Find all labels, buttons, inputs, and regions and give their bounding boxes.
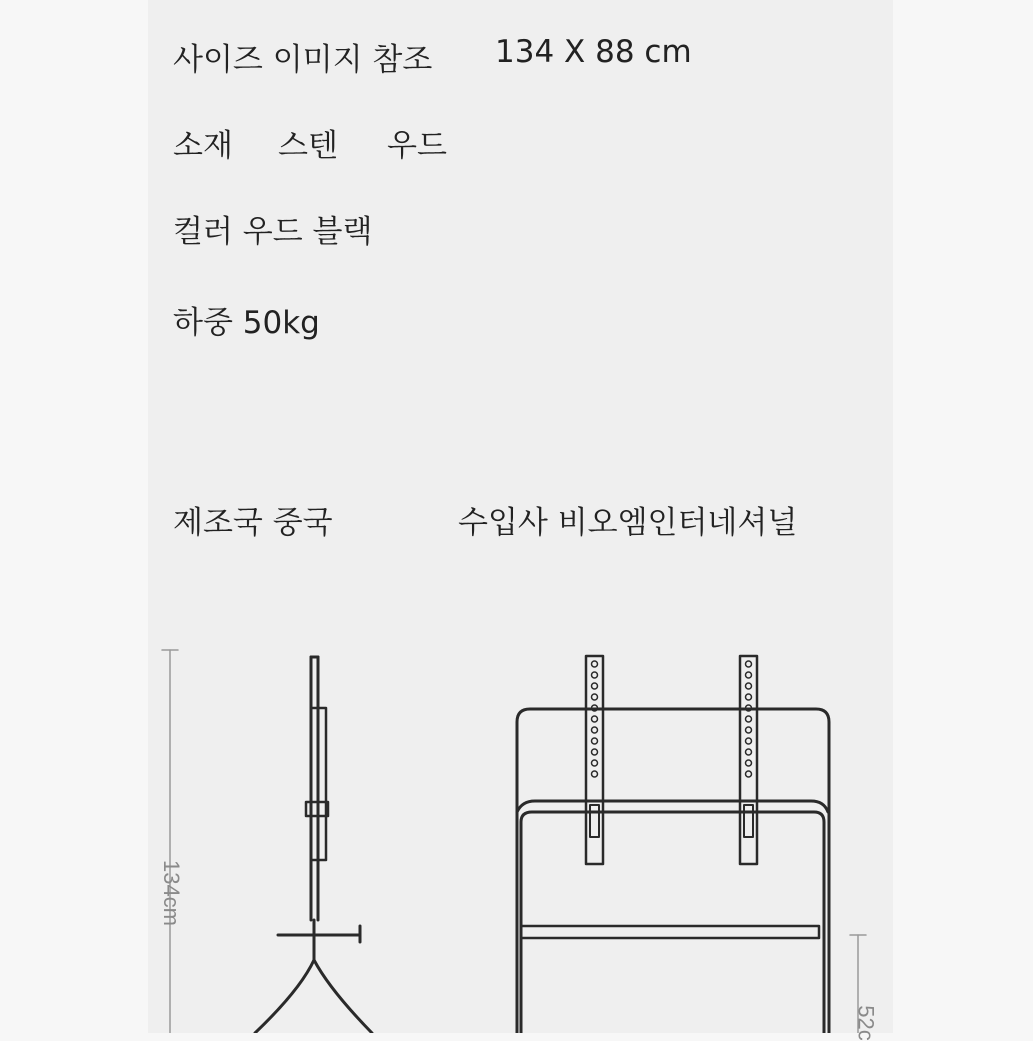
mounting-hole [592,738,598,744]
shelf-dimension-label: 52c [853,1005,879,1041]
mounting-hole [592,716,598,722]
mounting-hole [746,661,752,667]
stand-side-view [255,657,372,1033]
importer-spec: 수입사 비오엠인터네셔널 [458,505,798,541]
mounting-hole [592,760,598,766]
mounting-hole [746,683,752,689]
mounting-hole [746,771,752,777]
height-dimension-label: 134cm [159,859,185,927]
stand-front-view [517,709,829,1033]
size-value: 134 X 88 cm [495,34,692,70]
color-spec: 컬러 우드 블랙 [173,214,373,250]
bracket-mounting-holes [592,661,752,777]
mounting-hole [746,738,752,744]
mounting-hole [746,694,752,700]
load-spec: 하중 50kg [173,305,320,341]
height-dimension-line [162,650,178,1033]
material-label: 소재 [173,128,233,164]
mounting-hole [592,749,598,755]
mounting-hole [746,749,752,755]
mounting-hole [746,716,752,722]
mounting-hole [592,694,598,700]
origin-spec: 제조국 중국 [173,505,333,541]
size-label: 사이즈 이미지 참조 [173,42,433,78]
mounting-hole [592,771,598,777]
material-value-stainless: 스텐 [278,128,338,164]
mounting-hole [746,760,752,766]
material-value-wood: 우드 [387,128,447,164]
mounting-hole [746,727,752,733]
mounting-hole [746,672,752,678]
mounting-hole [592,683,598,689]
mounting-hole [592,727,598,733]
mounting-hole [592,661,598,667]
mounting-hole [592,672,598,678]
